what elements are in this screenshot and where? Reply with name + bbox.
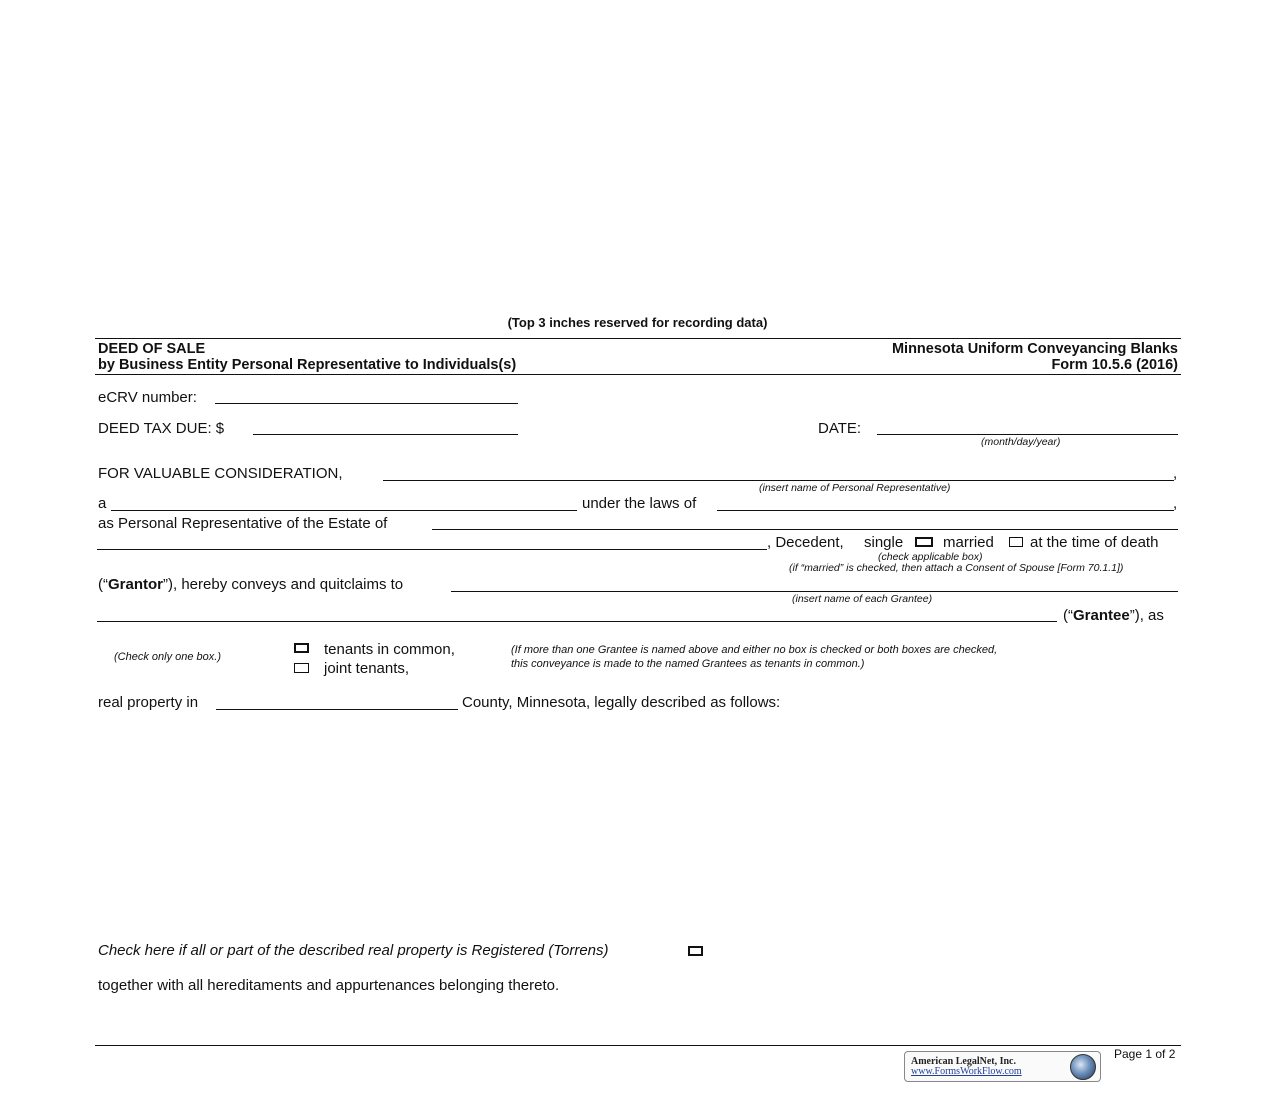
form-number: Form 10.5.6 (2016) <box>1051 357 1178 373</box>
jurisdiction-field[interactable] <box>717 510 1174 511</box>
header-bottom-rule <box>95 374 1181 375</box>
decedent-name-field[interactable] <box>97 549 767 550</box>
check-applicable-hint: (check applicable box) <box>878 551 983 563</box>
married-checkbox[interactable] <box>1009 537 1023 547</box>
ecrv-label: eCRV number: <box>98 389 197 406</box>
form-title: DEED OF SALE <box>98 341 206 357</box>
single-label: single <box>864 534 904 551</box>
joint-tenants-label: joint tenants, <box>324 660 410 677</box>
grantor-clause <box>98 576 403 593</box>
header-top-rule <box>95 338 1181 339</box>
logo-company-name: American LegalNet, Inc. <box>911 1056 1016 1067</box>
publisher-name: Minnesota Uniform Conveyancing Blanks <box>891 341 1178 357</box>
torrens-text: Check here if all or part of the described real property is Registered (Torrens) <box>98 942 609 959</box>
torrens-checkbox[interactable] <box>688 946 703 956</box>
a-label: a <box>98 495 107 512</box>
grantee-rest: ”), as <box>1129 607 1164 624</box>
ecrv-number-field[interactable] <box>215 403 518 404</box>
date-hint: (month/day/year) <box>981 436 1061 448</box>
reserved-note: (Top 3 inches reserved for recording data) <box>507 315 768 330</box>
tenancy-note-line-1: (If more than one Grantee is named above and either no box is checked or both boxes are checked, <box>511 644 998 656</box>
married-label: married <box>943 534 994 551</box>
married-note: (if “married” is checked, then attach a Consent of Spouse [Form 70.1.1]) <box>789 562 1124 574</box>
laws-label: under the laws of <box>582 495 697 512</box>
grantee-clause <box>1063 607 1164 624</box>
appurtenances-text: together with all hereditaments and appurtenances belonging thereto. <box>98 977 560 994</box>
grantor-open: (“ <box>98 576 108 593</box>
tenancy-note-line-2: this conveyance is made to the named Grantees as tenants in common.) <box>511 658 865 670</box>
footer-rule <box>95 1045 1181 1046</box>
joint-tenants-checkbox[interactable] <box>294 663 309 673</box>
form-subtitle: by Business Entity Personal Representative to Individuals(s) <box>98 357 517 373</box>
deed-tax-field[interactable] <box>253 434 518 435</box>
grantee-word: Grantee <box>1073 607 1130 624</box>
comma-2: , <box>1173 495 1178 512</box>
decedent-label: , Decedent, <box>767 534 844 551</box>
grantee-names-continued-field[interactable] <box>97 621 1057 622</box>
entity-type-field[interactable] <box>111 510 577 511</box>
grantor-rest: ”), hereby conveys and quitclaims to <box>163 576 404 593</box>
time-of-death-label: at the time of death <box>1030 534 1159 551</box>
tenants-in-common-checkbox[interactable] <box>294 643 309 653</box>
consideration-label: FOR VALUABLE CONSIDERATION, <box>98 465 343 482</box>
grantee-open: (“ <box>1063 607 1073 624</box>
check-only-one-hint: (Check only one box.) <box>114 651 221 663</box>
page-number: Page 1 of 2 <box>1114 1047 1176 1061</box>
date-label: DATE: <box>818 420 862 437</box>
grantee-names-field[interactable] <box>451 591 1178 592</box>
tenants-in-common-label: tenants in common, <box>324 641 455 658</box>
date-field[interactable] <box>877 434 1178 435</box>
grantee-hint: (insert name of each Grantee) <box>792 593 933 605</box>
legal-description-area[interactable] <box>98 720 1178 930</box>
american-legalnet-logo[interactable] <box>904 1051 1101 1082</box>
personal-representative-hint: (insert name of Personal Representative) <box>759 482 951 494</box>
deed-tax-label: DEED TAX DUE: $ <box>98 420 225 437</box>
logo-url[interactable]: www.FormsWorkFlow.com <box>911 1066 1022 1077</box>
property-in-label: real property in <box>98 694 199 711</box>
single-checkbox[interactable] <box>915 537 933 547</box>
county-text: County, Minnesota, legally described as follows: <box>462 694 781 711</box>
county-field[interactable] <box>216 709 458 710</box>
comma-1: , <box>1173 465 1178 482</box>
estate-name-field[interactable] <box>432 529 1178 530</box>
globe-icon <box>1070 1054 1096 1080</box>
personal-representative-field[interactable] <box>383 480 1174 481</box>
estate-label: as Personal Representative of the Estate of <box>98 515 388 532</box>
grantor-word: Grantor <box>108 576 164 593</box>
